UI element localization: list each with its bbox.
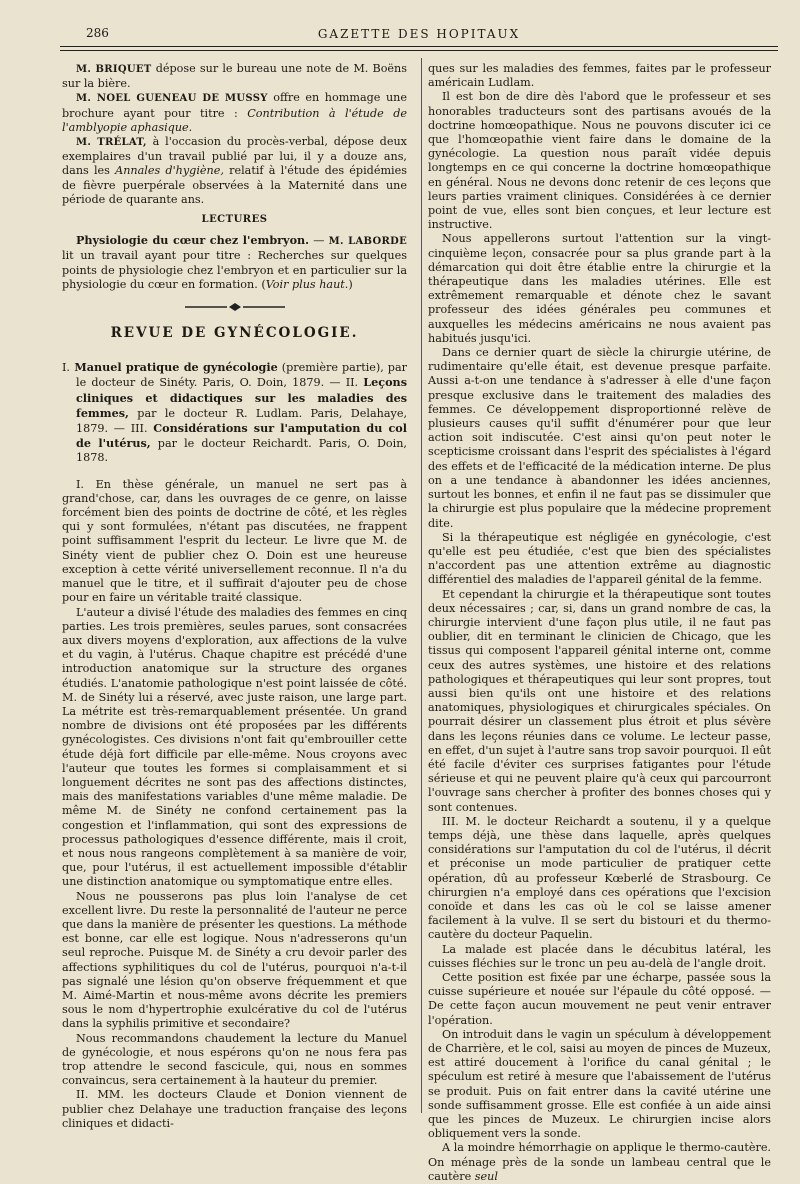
paragraph-text: dépose sur le bureau une note de M. Boëns sur la bière.	[62, 62, 407, 91]
ornament-divider	[185, 302, 285, 312]
paragraph-text: relatif à l'étude des épidémies de fièvre puerpérale observées à la Maternité dans une période de quarante ans.	[62, 164, 407, 206]
page-header	[60, 24, 778, 44]
paragraph	[62, 91, 407, 135]
roman-numeral: I.	[62, 361, 70, 375]
speaker-name: M. TRÉLAT,	[76, 137, 147, 149]
book-title: Considérations sur l'amputation du col de l'utérus,	[76, 421, 407, 451]
column-divider	[421, 58, 422, 1113]
paragraph: Si la thérapeutique est négligée en gynécologie, c'est qu'elle est peu étudiée, c'est que bien des spécialistes n'accordent pas une attention extrême au diagnostic différentiel des maladies de l'appareil génital de la femme.	[428, 530, 771, 587]
bibliography-text: par le docteur Reichardt. Paris, O. Doin, 1878.	[76, 437, 407, 465]
bibliography	[62, 360, 407, 465]
italic-ref: Voir plus haut.	[265, 277, 349, 291]
italic-title: Annales d'hygiène,	[115, 164, 224, 178]
paragraph: Nous recommandons chaudement la lecture du Manuel de gynécologie, et nous espérons qu'on ne nous fera pas trop attendre le second fascicule, qui, nous en sommes convaincus, sera certainement à la hauteur du premier.	[62, 1031, 407, 1088]
paragraph: Dans ce dernier quart de siècle la chirurgie utérine, de rudimentaire qu'elle était, est devenue presque parfaite. Aussi a-t-on une tendance à s'adresser à elle d'une façon presque exclusive dans le traitement des maladies des femmes. Ce développement disproportionné relève de plusieurs causes qu'il suffit d'énumérer pour que leur action soit indiscutée. C'est ainsi qu'on peut noter le scepticisme croissant dans l'esprit des spécialistes à l'égard des effets et de l'efficacité de la médication interne. De plus on a une tendance à abandonner les idées anciennes, surtout les bonnes, et enfin il ne faut pas se dissimuler que la chirurgie est plus populaire que la médecine proprement dite.	[428, 346, 771, 530]
paragraph-text: lit un travail ayant pour titre : Recherches sur quelques points de physiologie chez l'embryon et en particulier sur la physiologie du cœur en formation. (	[62, 249, 407, 291]
paragraph: La malade est placée dans le décubitus latéral, les cuisses fléchies sur le tronc un peu au-delà de l'angle droit.	[428, 942, 771, 970]
paragraph	[62, 62, 407, 91]
paragraph	[62, 135, 407, 207]
paragraph: II. MM. les docteurs Claude et Donion viennent de publier chez Delahaye une traduction française des leçons cliniques et didacti-	[62, 1088, 407, 1130]
dash: —	[309, 234, 329, 248]
speaker-name: M. NOEL GUENEAU DE MUSSY	[76, 93, 268, 105]
header-rule	[60, 50, 778, 51]
paragraph: Nous appellerons surtout l'attention sur la vingt-cinquième leçon, consacrée pour sa plus grande part à la démarcation qui doit être établie entre la chirurgie et la thérapeutique dans les maladies utérines. Elle est extrêmement remarquable et dénote chez le savant professeur des idées générales peu communes et auxquelles les médecins américains ne nous avaient pas habitués jusqu'ici.	[428, 232, 771, 345]
paragraph: I. En thèse générale, un manuel ne sert pas à grand'chose, car, dans les ouvrages de ce genre, on laisse forcément bien des points de doctrine de côté, et les règles qui y sont formulées, n'étant pas discutées, ne frappent point suffisamment l'esprit du lecteur. Le livre que M. de Sinéty vient de publier chez O. Doin est une heureuse exception à cette vérité universellement reconnue. Il n'a du manuel que le titre, et il suffirait d'ajouter peu de chose pour en faire un véritable traité classique.	[62, 477, 407, 605]
speaker-name: M. BRIQUET	[76, 64, 152, 75]
section-title: REVUE DE GYNÉCOLOGIE.	[110, 325, 359, 342]
speaker-name: M. LABORDE	[328, 236, 408, 248]
paragraph: III. M. le docteur Reichardt a soutenu, il y a quelque temps déjà, une thèse dans laquelle, après quelques considérations sur l'amputation du col de l'utérus, il décrit et préconise un mode particulier de pratiquer cette opération, dû au professeur Kœberlé de Strasbourg. Ce chirurgien n'a employé dans ces opérations que l'excision conoïde et dans les cas où le col se laisse amener facilement à la vulve. Il se sert du bistouri et du thermo-cautère du docteur Paquelin.	[428, 814, 771, 942]
running-title: GAZETTE DES HOPITAUX	[317, 27, 521, 41]
bibliography-text: par le docteur R. Ludlam. Paris, Delahaye, 1879. — III.	[76, 406, 407, 436]
left-column	[62, 62, 407, 1131]
paragraph-text: à l'occasion du procès-verbal, dépose deux exemplaires d'un travail publié par lui, il y a douze ans, dans les	[62, 135, 407, 178]
paragraph: Nous ne pousserons pas plus loin l'analyse de cet excellent livre. Du reste la personnalité de l'auteur ne perce que dans la manière de présenter les questions. La méthode est bonne, car elle est logique. Nous n'adresserons qu'un seul reproche. Puisque M. de Sinéty a cru devoir parler des affections syphilitiques du col de l'utérus, pourquoi n'a-t-il pas signalé une lésion qu'on observe fréquemment et que M. Aimé-Martin et nous-même avons décrite les premiers sous le nom d'hypertrophie exulcérative du col de l'utérus dans la syphilis primitive et secondaire?	[62, 889, 407, 1031]
header-rule	[60, 46, 778, 47]
paragraph: On introduit dans le vagin un spéculum à développement de Charrière, et le col, saisi au moyen de pinces de Muzeux, est attiré doucement à l'orifice du canal génital ; le spéculum est retiré à mesure que l'abaissement de l'utérus se produit. Puis on fait entrer dans la cavité utérine une sonde suffisamment grosse. Elle est confiée à un aide ainsi que les pinces de Muzeux. Le chirurgien incise alors obliquement vers la sonde.	[428, 1027, 771, 1141]
paragraph: ques sur les maladies des femmes, faites par le professeur américain Ludlam.	[428, 62, 771, 90]
book-title: Manuel pratique de gynécologie	[69, 360, 278, 375]
italic-title: Contribution à l'étude de l'amblyopie aphasique.	[62, 106, 408, 134]
paren: )	[348, 277, 353, 291]
paragraph-text: offre en hommage une brochure ayant pour titre :	[62, 91, 407, 120]
paragraph: Et cependant la chirurgie et la thérapeutique sont toutes deux nécessaires ; car, si, dans un grand nombre de cas, la chirurgie intervient d'une façon plus utile, il ne faut pas oublier, dit en terminant le clinicien de Chicago, que les tissus qui composent l'appareil génital interne ont, comme ceux des autres systèmes, une histoire et des relations pathologiques et thérapeutiques qui leur sont propres, tout aussi bien qu'ils ont une histoire et des relations anatomiques, physiologiques et chirurgicales spéciales. On pourrait désirer un classement plus étroit et plus sévère dans les leçons réunies dans ce volume. Le lecteur passe, en effet, d'un sujet à l'autre sans trop savoir pourquoi. Il eût été facile d'éviter ces surprises fatigantes pour l'étude sérieuse et qui ne peuvent plaire qu'à ceux qui parcourront l'ouvrage sans chercher à profiter des bonnes choses qui y sont contenues.	[428, 587, 771, 814]
right-column	[428, 62, 771, 1184]
page-number: 286	[86, 26, 109, 40]
italic-word: seul	[474, 1169, 498, 1183]
bold-title: Physiologie du cœur chez l'embryon.	[76, 233, 310, 248]
paragraph	[428, 1141, 771, 1184]
book-title: Leçons cliniques et didactiques sur les maladies des femmes,	[76, 375, 407, 420]
paragraph-text: A la moindre hémorrhagie on applique le thermo-cautère. On ménage près de la sonde un lambeau central que le cautère	[428, 1141, 771, 1183]
bibliography-text: (première partie), par le docteur de Sinéty. Paris, O. Doin, 1879. — II.	[76, 361, 407, 390]
paragraph: L'auteur a divisé l'étude des maladies des femmes en cinq parties. Les trois premières, seules parues, sont consacrées aux divers moyens d'exploration, aux affections de la vulve et du vagin, à l'utérus. Chaque chapitre est précédé d'une introduction anatomique sur la structure des organes étudiés. L'anatomie pathologique n'est point laissée de côté. M. de Sinéty lui a réservé, avec juste raison, une large part. La métrite est très-remarquablement présentée. Un grand nombre de divisions ont été proposées par les différents gynécologistes. Ces divisions n'ont fait qu'embrouiller cette étude déjà fort difficile par elle-même. Nous croyons avec l'auteur que toutes les formes si complaisamment et si longuement décrites ne sont pas des affections distinctes, mais des manifestations variables d'une même maladie. De même M. de Sinéty ne confond certainement pas la congestion et l'inflammation, qui sont des expressions de processus pathologiques d'essence différente, mais il croit, et nous nous rangeons complètement à sa manière de voir, que, pour l'utérus, il est actuellement impossible d'établir une distinction anatomique ou symptomatique entre elles.	[62, 605, 407, 889]
lectures-heading: LECTURES	[201, 214, 268, 226]
paragraph	[62, 233, 407, 292]
paragraph: Cette position est fixée par une écharpe, passée sous la cuisse supérieure et nouée sur l'épaule du côté opposé. — De cette façon aucun mouvement ne peut venir entraver l'opération.	[428, 971, 771, 1027]
paragraph: Il est bon de dire dès l'abord que le professeur et ses honorables traducteurs sont des partisans avoués de la doctrine homœopathique. Nous ne pouvons discuter ici ce que l'homœopathie vient faire dans le domaine de la gynécologie. La question nous paraît vidée depuis longtemps en ce qui concerne la doctrine homœopathique en général. Nous ne devons donc retenir de ces leçons que leurs parties vraiment cliniques. Considérées à ce dernier point de vue, elles sont bien conçues, et leur lecture est instructive.	[428, 90, 771, 232]
